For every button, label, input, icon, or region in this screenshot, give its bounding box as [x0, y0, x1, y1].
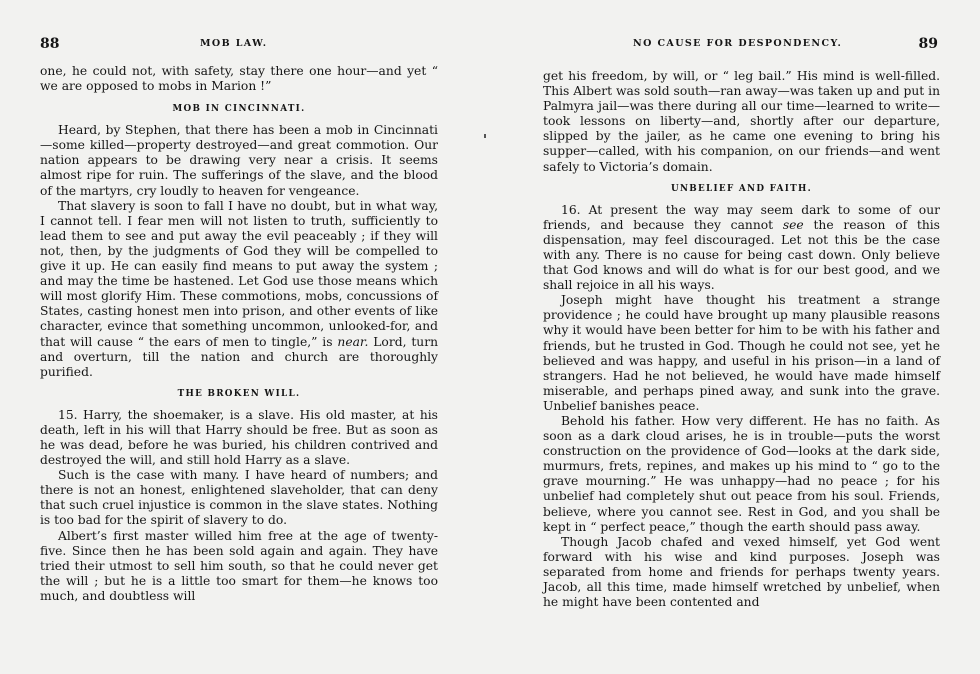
- paragraph-text: That slavery is soon to fall I have no doubt, but in what way, I cannot tell. I fear men will not listen to truth, sufficiently to lead them to see and put away the evil peaceably ; if they will not, then, by the judgments of God they will be compelled to give it up. He can easily find means to put away the system ; and may the time be hastened. Let God use those means which will most glorify Him. These commotions, mobs, concussions of States, casting honest men into prison, and other events of like character, evince that something uncommon, unlooked-for, and that will cause “ the ears of men to tingle,” is: [40, 198, 438, 349]
- emphasis-text: see: [782, 217, 804, 232]
- paragraph: Such is the case with many. I have heard of numbers; and there is not an honest, enlightened slaveholder, that can deny that such cruel injustice is common in the slave states. Nothing is too bad for the spirit of slavery to do.: [40, 468, 438, 528]
- paragraph: Behold his father. How very different. He has no faith. As soon as a dark cloud arises, he is in trouble—puts the worst construction on the providence of God—looks at the dark side, murmurs, frets, repines, and makes up his mind to “ go to the grave mourning.” He was unhappy—had no peace ; for his unbelief had completely shut out peace from his soul. Friends, believe, where you cannot see. Rest in God, and you shall be kept in “ perfect peace,” though the earth should pass away.: [543, 413, 940, 534]
- right-page-body: [543, 69, 940, 610]
- left-running-title: MOB LAW.: [200, 38, 268, 49]
- right-opening-paragraph: get his freedom, by will, or “ leg bail.” His mind is well-filled. This Albert was sold south—ran away—was taken up and put in Palmyra jail—was there during all our time—learned to write—took lessons on liberty—and, shortly after our departure, slipped by the jailer, as he came one evening to bring his supper—called, with his companion, on our friends—and went safely to Victoria’s domain.: [543, 69, 940, 174]
- section-heading-the-broken-will: THE BROKEN WILL.: [177, 388, 301, 399]
- left-opening-paragraph: one, he could not, with safety, stay there one hour—and yet “ we are opposed to mobs in Marion !”: [40, 64, 438, 94]
- numbered-paragraph: [40, 408, 438, 468]
- emphasis-text: near.: [337, 334, 369, 349]
- section-heading-mob-in-cincinnati: MOB IN CINCINNATI.: [172, 104, 306, 115]
- right-page-number: 89: [918, 36, 938, 52]
- right-running-head: [543, 38, 940, 52]
- numbered-paragraph: [543, 203, 940, 294]
- left-page-body: [40, 64, 438, 604]
- left-running-head: [40, 38, 438, 52]
- paragraph: Heard, by Stephen, that there has been a mob in Cincinnati—some killed—property destroyed—and great commotion. Our nation appears to be drawing very near a crisis. It seems almost ripe for ruin. The sufferings of the slave, and the blood of the martyrs, cry loudly to heaven for vengeance.: [40, 123, 438, 198]
- paragraph-number: 15.: [58, 407, 78, 422]
- paragraph-text: At present the way may seem dark to some of our friends, and because they cannot: [543, 202, 940, 232]
- paragraph: Joseph might have thought his treatment a strange providence ; he could have brought up many plausible reasons why it would have been better for him to be with his father and friends, but he trusted in God. Though he could not see, yet he believed and was happy, and useful in his prison—in a land of strangers. Had he not believed, he would have made himself miserable, and perhaps pined away, and sunk into the grave. Unbelief banishes peace.: [543, 293, 940, 413]
- right-running-title: NO CAUSE FOR DESPONDENCY.: [633, 38, 843, 49]
- paragraph-number: 16.: [561, 202, 581, 217]
- gutter-mark: [484, 134, 486, 138]
- paragraph-text: Harry, the shoemaker, is a slave. His old master, at his death, left in his will that Harry should be free. But as soon as he was dead, before he was buried, his children contrived and destroyed the will, and still hold Harry as a slave.: [40, 407, 438, 468]
- paragraph: Though Jacob chafed and vexed himself, yet God went forward with his wise and kind purposes. Joseph was separated from home and friends for perhaps twenty years. Jacob, all this time, made himself wretched by unbelief, when he might have been contented and: [543, 534, 940, 610]
- section-heading-unbelief-and-faith: UNBELIEF AND FAITH.: [670, 183, 812, 194]
- paragraph: [40, 199, 438, 380]
- left-page-number: 88: [40, 36, 60, 52]
- paragraph: Albert’s first master willed him free at the age of twenty-five. Since then he has been sold again and again. They have tried their utmost to sell him south, so that he could never get the will ; but he is a little too smart for them—he knows too much, and doubtless will: [40, 528, 438, 603]
- paragraph-text: Lord, turn and overturn, till the nation and church are thoroughly purified.: [40, 334, 439, 379]
- paragraph-text: the reason of this dispensation, may feel discouraged. Let not this be the case with any. There is no cause for being cast down. Only believe that God knows and will do what is for our best good, and we shall rejoice in all his ways.: [543, 217, 940, 293]
